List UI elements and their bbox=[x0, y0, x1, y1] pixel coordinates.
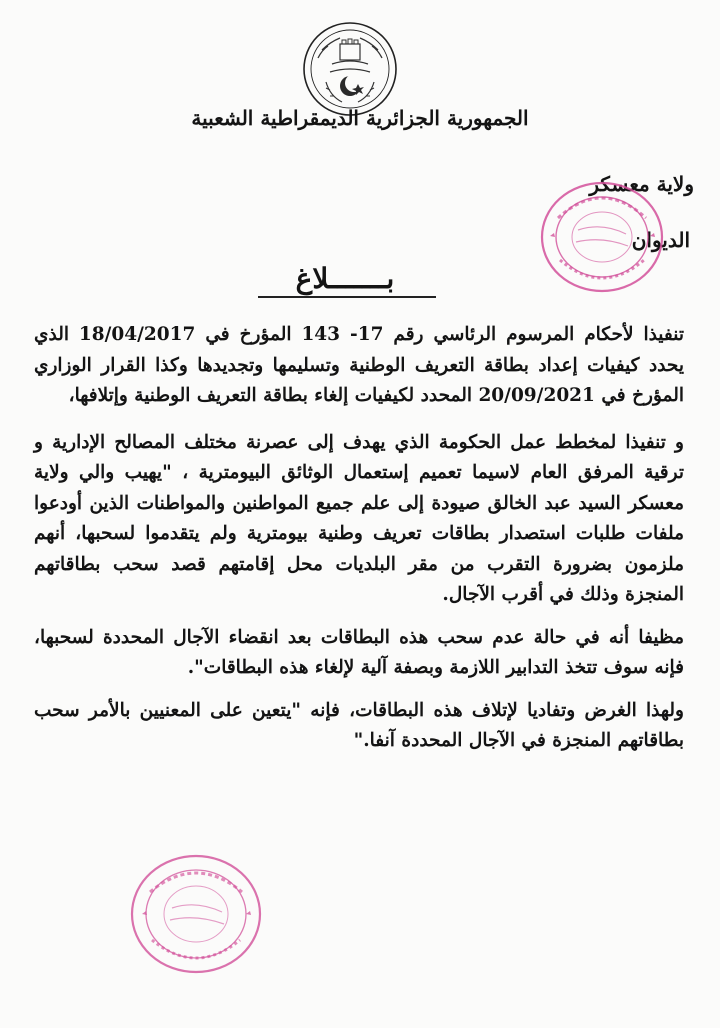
official-stamp-bottom bbox=[128, 852, 264, 976]
paragraph-3: مظيفا أنه في حالة عدم سحب هذه البطاقات بعد انقضاء الآجال المحددة لسحبها، فإنه سوف تتخذ التدابير اللازمة وبصفة آلية لإلغاء هذه البطاقات". bbox=[34, 626, 684, 678]
department-name: الديوان bbox=[631, 228, 690, 252]
official-stamp-top bbox=[538, 178, 666, 296]
republic-header: الجمهورية الجزائرية الديمقراطية الشعبية bbox=[191, 106, 529, 130]
announcement-title: بـــــــلاغ bbox=[295, 262, 395, 295]
national-emblem-icon bbox=[300, 20, 400, 118]
paragraph-2: و تنفيذا لمخطط عمل الحكومة الذي يهدف إلى عصرنة مختلف المصالح الإدارية و ترقية المرفق العام لاسيما تعميم إستعمال الوثائق البيومترية ، "يهيب والي ولاية معسكر السيد عبد الخالق صيودة إلى علم جميع المواطنين والمواطنات الذين أودعوا ملفات طلبات استصدار بطاقات تعريف وطنية بيومترية ولم يتقدموا لسحبها، أنهم ملزمون بضرورة التقرب من مقر البلديات محل إقامتهم قصد سحب بطاقاتهم المنجزة وذلك في أقرب الآجال. bbox=[34, 431, 684, 605]
paragraph-1: تنفيذا لأحكام المرسوم الرئاسي رقم 17- 143 المؤرخ في 18/04/2017 الذي يحدد كيفيات إعداد بطاقة التعريف الوطنية وتسليمها وتجديدها وكذا القرار الوزاري المؤرخ في 20/09/2021 المحدد لكيفيات إلغاء بطاقة التعريف الوطنية وإتلافها، bbox=[34, 324, 684, 406]
title-underline bbox=[258, 296, 436, 298]
announcement-body bbox=[34, 320, 684, 769]
wilaya-name: ولاية معسكر bbox=[589, 172, 694, 196]
paragraph-4: ولهذا الغرض وتفاديا لإتلاف هذه البطاقات، فإنه "يتعين على المعنيين بالأمر سحب بطاقاتهم المنجزة في الآجال المحددة آنفا." bbox=[34, 699, 684, 751]
